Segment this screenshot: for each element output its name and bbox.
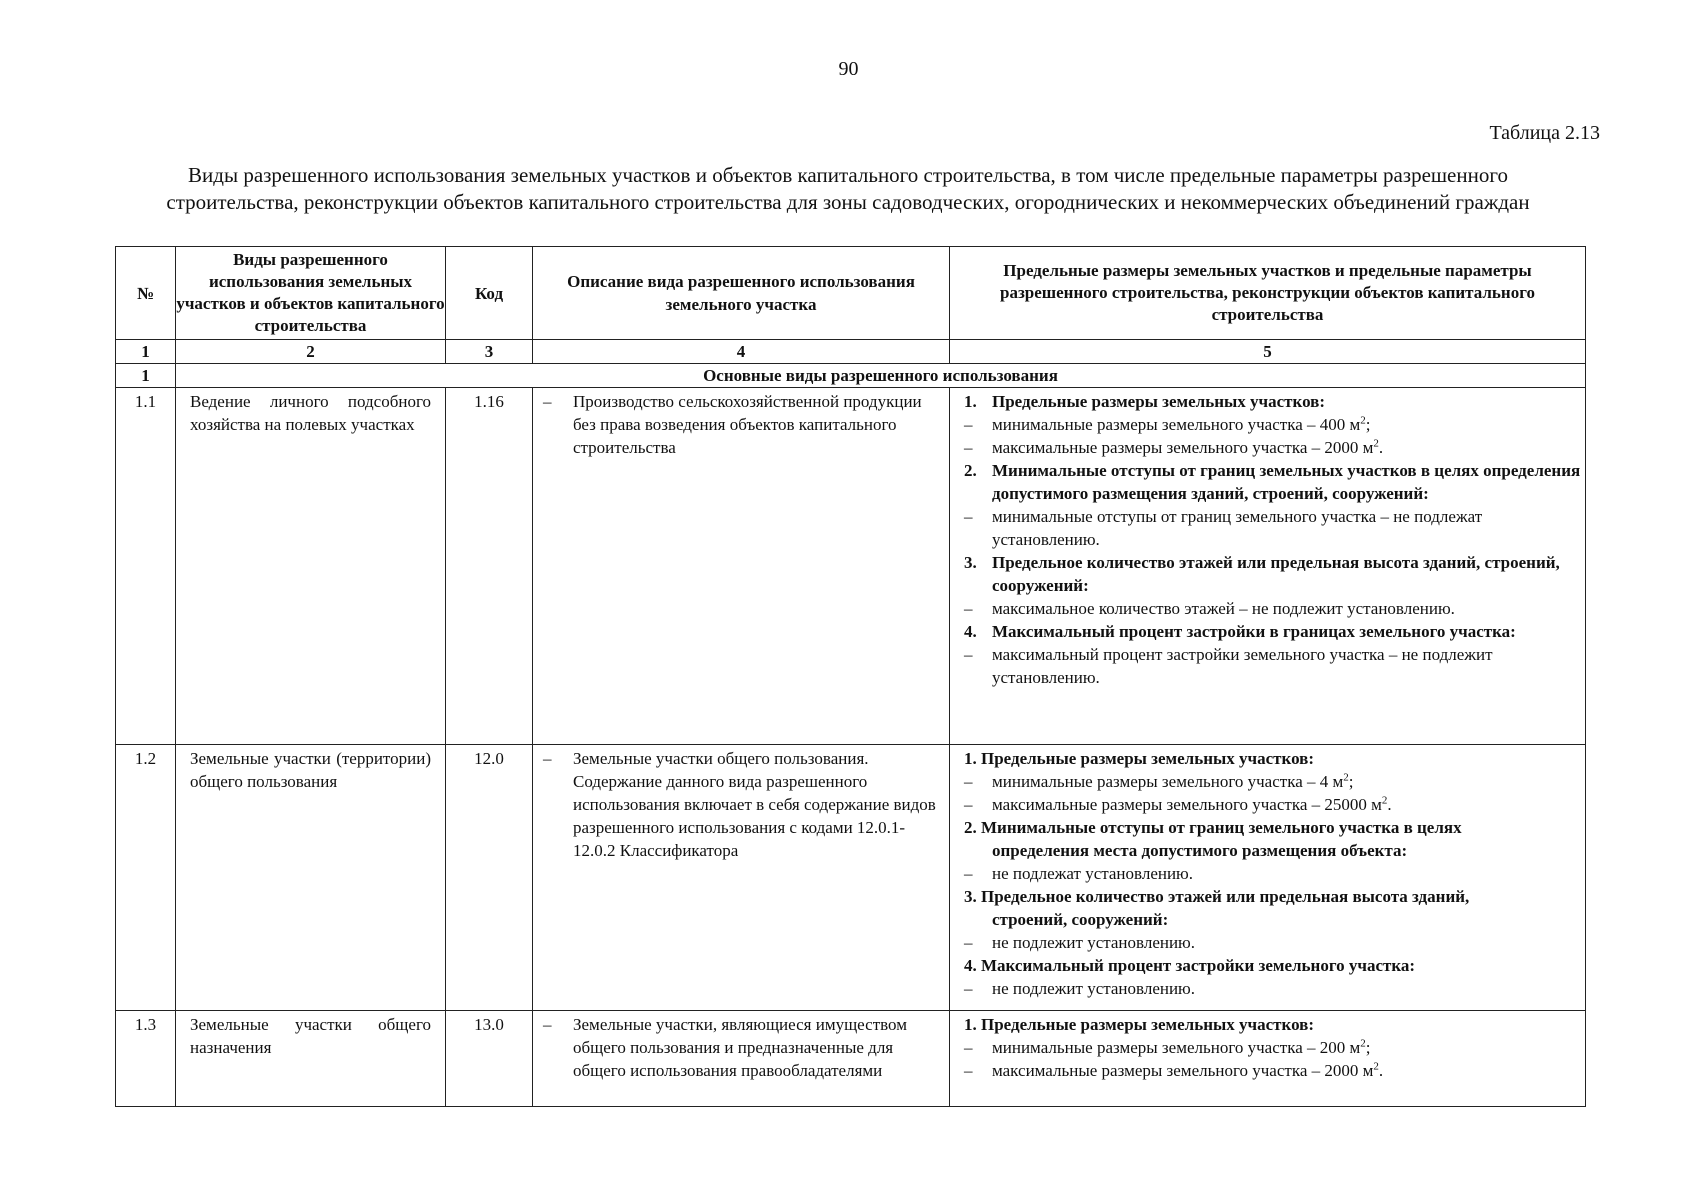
row-code: 13.0 <box>446 1011 533 1107</box>
row-name: Земельные участки (территории) общего пользования <box>176 745 446 1011</box>
section-row <box>116 364 1586 388</box>
param-heading: Максимальный процент застройки в границах земельного участка: <box>992 622 1516 641</box>
column-number: 4 <box>533 340 950 364</box>
column-number: 3 <box>446 340 533 364</box>
row-description <box>533 1011 950 1107</box>
param-heading: 1. Предельные размеры земельных участков: <box>964 749 1315 768</box>
header-row <box>116 247 1586 340</box>
dash: – <box>964 1061 973 1080</box>
row-params <box>950 745 1586 1011</box>
param-heading: 4. Максимальный процент застройки земельного участка: <box>964 956 1416 975</box>
row-num: 1.1 <box>116 388 176 745</box>
description-text: Земельные участки общего пользования. Содержание данного вида разрешенного использования включает в себя содержание видов разрешенного использования с кодами 12.0.1-12.0.2 Классификатора <box>573 749 936 860</box>
param-item: минимальные размеры земельного участка – 400 $м^2$; <box>992 414 1371 434</box>
row-params <box>950 388 1586 745</box>
param-number: 3. <box>964 553 977 572</box>
dash: – <box>543 749 552 768</box>
row-params <box>950 1011 1586 1107</box>
dash: – <box>964 933 973 952</box>
param-heading: 3. Предельное количество этажей или предельная высота зданий, строений, сооружений: <box>964 887 1470 929</box>
column-number: 1 <box>116 340 176 364</box>
param-item: максимальные размеры земельного участка – 2000 $м^2$. <box>992 437 1384 457</box>
row-name: Земельные участки общего назначения <box>176 1011 446 1107</box>
dash: – <box>543 1015 552 1034</box>
param-heading: Минимальные отступы от границ земельных участков в целях определения допустимого размещения зданий, строений, сооружений: <box>992 461 1581 503</box>
row-name: Ведение личного подсобного хозяйства на полевых участках <box>176 388 446 745</box>
dash: – <box>964 979 973 998</box>
param-item: минимальные размеры земельного участка – 4 $м^2$; <box>992 771 1354 791</box>
dash: – <box>964 864 973 883</box>
param-item: минимальные размеры земельного участка – 200 $м^2$; <box>992 1037 1371 1057</box>
dash: – <box>964 795 973 814</box>
row-description <box>533 745 950 1011</box>
param-item: максимальные размеры земельного участка – 2000 $м^2$. <box>992 1060 1384 1080</box>
table-label: Таблица 2.13 <box>1489 122 1600 144</box>
section-num: 1 <box>116 364 176 388</box>
dash: – <box>964 1038 973 1057</box>
table-row <box>116 388 1586 745</box>
table-title: Виды разрешенного использования земельных участков и объектов капитального строительства, в том числе предельные параметры разрешенного строительства, реконструкции объектов капитального строительства для зоны садоводческих, огороднических и некоммерческих объединений граждан <box>166 163 1530 214</box>
param-item: максимальное количество этажей – не подлежит установлению. <box>992 599 1455 618</box>
param-item: не подлежит установлению. <box>992 979 1196 998</box>
row-description <box>533 388 950 745</box>
row-num: 1.2 <box>116 745 176 1011</box>
description-text: Производство сельскохозяйственной продукции без права возведения объектов капитального строительства <box>573 392 922 457</box>
header-num: № <box>116 247 176 340</box>
land-use-table <box>115 246 1586 1107</box>
row-num: 1.3 <box>116 1011 176 1107</box>
param-item: не подлежат установлению. <box>992 864 1194 883</box>
description-text: Земельные участки, являющиеся имуществом общего пользования и предназначенные для общего использования правообладателями <box>573 1015 907 1080</box>
param-number: 1. <box>964 392 977 411</box>
row-code: 12.0 <box>446 745 533 1011</box>
param-item: не подлежит установлению. <box>992 933 1196 952</box>
column-number: 5 <box>950 340 1586 364</box>
column-number: 2 <box>176 340 446 364</box>
param-heading: Предельное количество этажей или предельная высота зданий, строений, сооружений: <box>992 553 1560 595</box>
param-number: 4. <box>964 622 977 641</box>
param-heading: 1. Предельные размеры земельных участков: <box>964 1015 1315 1034</box>
page-number: 90 <box>838 58 859 80</box>
table-row <box>116 745 1586 1011</box>
header-params: Предельные размеры земельных участков и предельные параметры разрешенного строительства, реконструкции объектов капитального строительства <box>950 247 1586 340</box>
param-number: 2. <box>964 461 977 480</box>
dash: – <box>543 392 552 411</box>
section-title: Основные виды разрешенного использования <box>176 364 1586 388</box>
dash: – <box>964 772 973 791</box>
header-type: Виды разрешенного использования земельных участков и объектов капитального строительства <box>176 247 446 340</box>
param-item: максимальный процент застройки земельного участка – не подлежит установлению. <box>992 645 1493 687</box>
dash: – <box>964 507 973 526</box>
column-number-row <box>116 340 1586 364</box>
param-item: минимальные отступы от границ земельного участка – не подлежат установлению. <box>992 507 1483 549</box>
row-code: 1.16 <box>446 388 533 745</box>
param-heading: Предельные размеры земельных участков: <box>992 392 1326 411</box>
dash: – <box>964 599 973 618</box>
param-heading: 2. Минимальные отступы от границ земельного участка в целях определения места допустимого размещения объекта: <box>964 818 1462 860</box>
dash: – <box>964 438 973 457</box>
header-code: Код <box>446 247 533 340</box>
dash: – <box>964 415 973 434</box>
param-item: максимальные размеры земельного участка – 25000 $м^2$. <box>992 794 1392 814</box>
table-row <box>116 1011 1586 1107</box>
dash: – <box>964 645 973 664</box>
header-desc: Описание вида разрешенного использования земельного участка <box>533 247 950 340</box>
